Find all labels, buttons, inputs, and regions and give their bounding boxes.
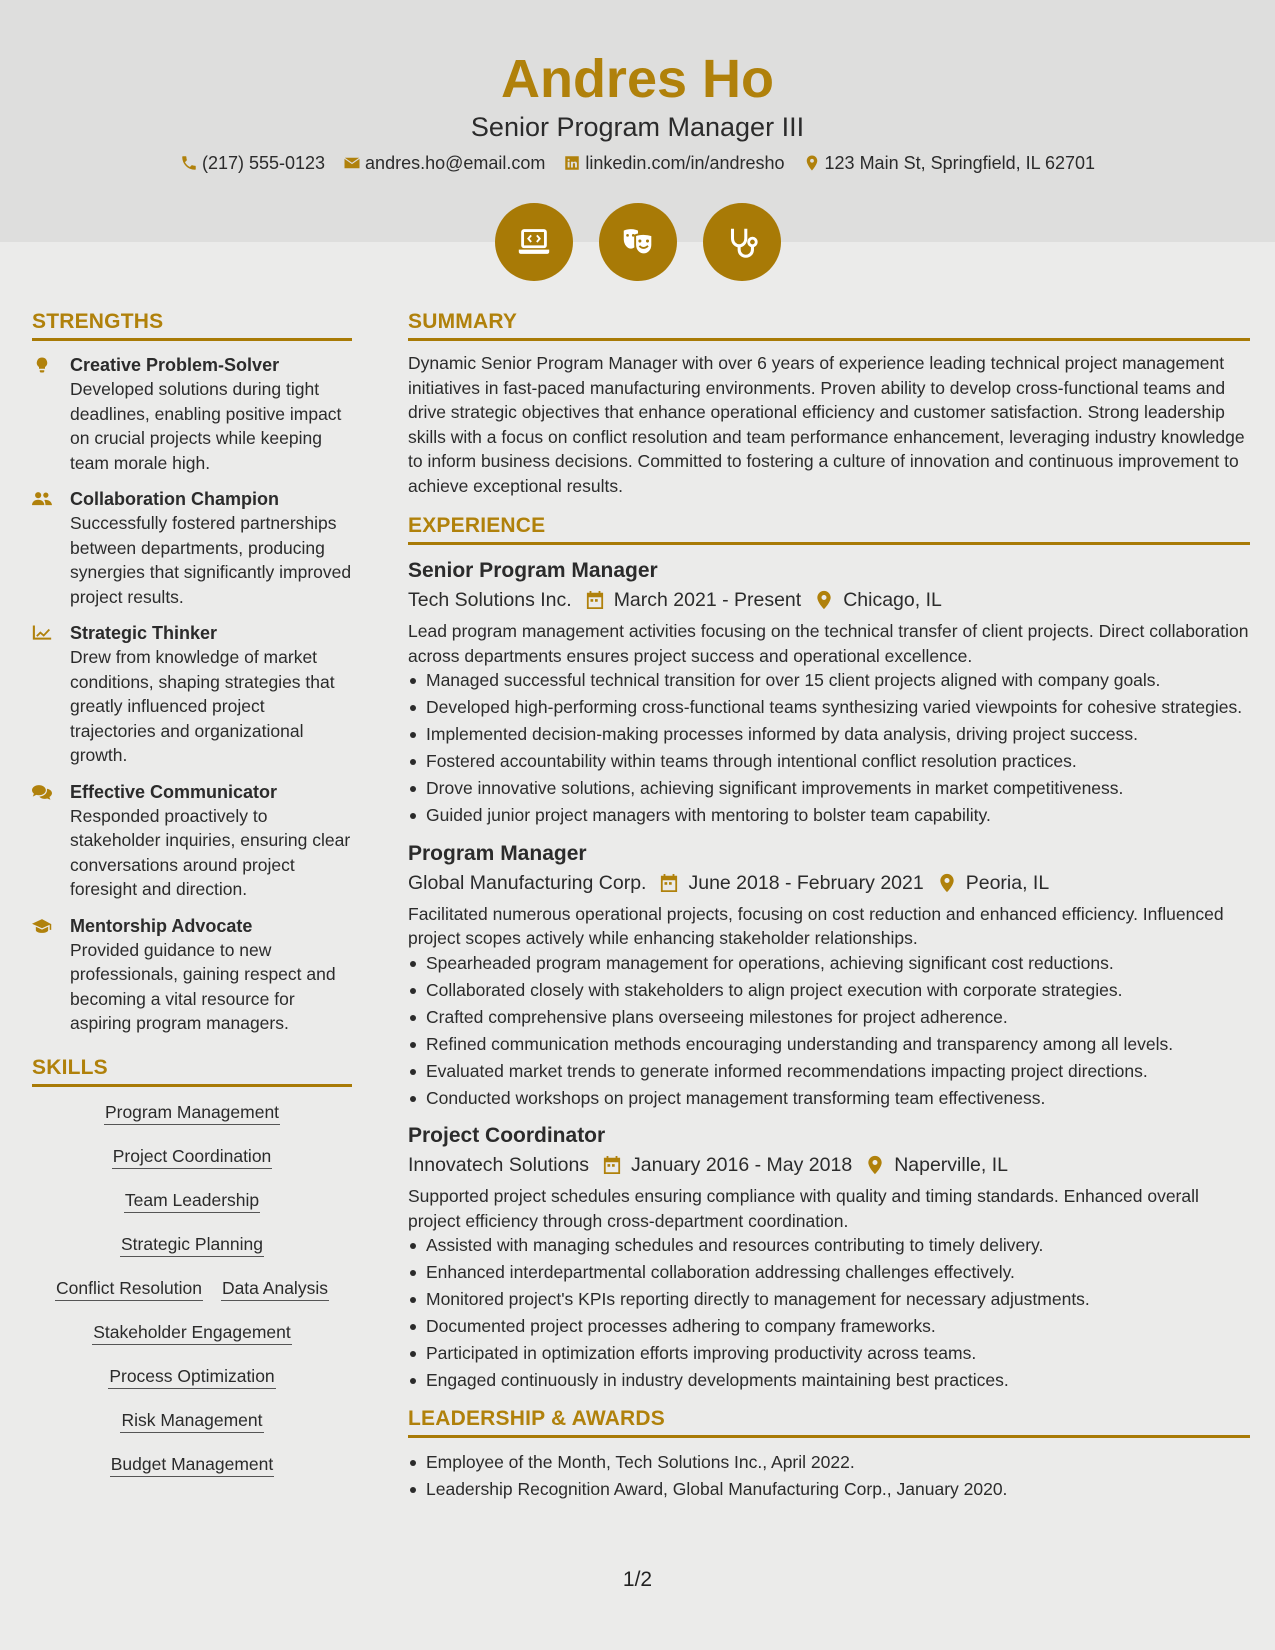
job-meta xyxy=(408,1150,1250,1180)
strength-desc: Drew from knowledge of market conditions, shaping strategies that greatly influenced project trajectories and organizational growth. xyxy=(70,647,335,765)
job-bullet: Drove innovative solutions, achieving significant improvements in market competitiveness. xyxy=(408,776,1250,801)
award-item: Employee of the Month, Tech Solutions Inc., April 2022. xyxy=(408,1450,1250,1475)
location-icon xyxy=(803,154,821,172)
strength-title: Strategic Thinker xyxy=(70,623,218,643)
strength-title: Creative Problem-Solver xyxy=(70,355,280,375)
candidate-title: Senior Program Manager III xyxy=(470,112,805,142)
contact-phone[interactable] xyxy=(180,151,325,175)
comments-icon xyxy=(32,783,52,801)
location-icon xyxy=(815,590,833,610)
strength-item xyxy=(32,353,352,475)
left-column xyxy=(32,308,352,1477)
strength-desc: Successfully fostered partnerships between departments, producing synergies that significantly improved project results. xyxy=(70,513,352,607)
lightbulb-icon xyxy=(32,356,52,374)
strength-desc: Responded proactively to stakeholder inquiries, ensuring clear conversations around project foresight and direction. xyxy=(70,805,351,899)
skill-tag: Stakeholder Engagement xyxy=(92,1321,292,1345)
job-company: Tech Solutions Inc. xyxy=(408,589,572,611)
job-bullet: Spearheaded program management for operations, achieving significant cost reductions. xyxy=(408,951,1250,976)
job-description: Facilitated numerous operational projects, focusing on cost reduction and enhanced efficiency. Influenced project scopes actively while enhancing stakeholder relationships. xyxy=(408,903,1224,948)
contact-linkedin-text: linkedin.com/in/andresho xyxy=(585,153,785,173)
graduation-cap-icon xyxy=(32,917,52,935)
right-column xyxy=(408,308,1250,1504)
location-icon xyxy=(866,1155,884,1175)
job-bullet: Assisted with managing schedules and resources contributing to timely delivery. xyxy=(408,1233,1250,1258)
awards-heading: LEADERSHIP & AWARDS xyxy=(408,1405,1250,1438)
skill-tag: Conflict Resolution xyxy=(55,1277,203,1301)
contact-address xyxy=(803,151,1096,175)
award-item: Leadership Recognition Award, Global Manufacturing Corp., January 2020. xyxy=(408,1477,1250,1502)
job-bullet: Conducted workshops on project management transforming team effectiveness. xyxy=(408,1086,1250,1111)
skill-tag: Team Leadership xyxy=(124,1189,260,1213)
strength-item xyxy=(32,621,352,768)
job-bullet: Fostered accountability within teams through intentional conflict resolution practices. xyxy=(408,749,1250,774)
job-entry xyxy=(408,1122,1250,1393)
job-bullets xyxy=(408,668,1250,828)
location-icon xyxy=(938,873,956,893)
chart-line-icon xyxy=(32,624,52,642)
job-bullet: Refined communication methods encouraging understanding and transparency among all levels. xyxy=(408,1032,1250,1057)
badge-masks xyxy=(599,203,677,281)
job-bullet: Managed successful technical transition for over 15 client projects aligned with company goals. xyxy=(408,668,1250,693)
job-meta xyxy=(408,585,1250,615)
candidate-name: Andres Ho xyxy=(500,49,775,109)
phone-icon xyxy=(180,154,198,172)
job-bullets xyxy=(408,951,1250,1111)
skills-list xyxy=(32,1101,352,1477)
skill-tag: Risk Management xyxy=(120,1409,263,1433)
laptop-code-icon xyxy=(515,223,553,261)
job-location: Chicago, IL xyxy=(843,589,942,611)
job-dates: January 2016 - May 2018 xyxy=(631,1154,853,1176)
contact-phone-text: (217) 555-0123 xyxy=(201,153,326,173)
skill-tag: Program Management xyxy=(104,1101,280,1125)
job-entry xyxy=(408,840,1250,1111)
strengths-heading: STRENGTHS xyxy=(32,308,352,341)
job-dates: March 2021 - Present xyxy=(613,589,802,611)
skill-tag: Project Coordination xyxy=(112,1145,273,1169)
job-bullet: Participated in optimization efforts improving productivity across teams. xyxy=(408,1341,1250,1366)
interest-badges xyxy=(0,203,1275,281)
job-location: Peoria, IL xyxy=(965,871,1050,894)
strength-desc: Developed solutions during tight deadlines, enabling positive impact on crucial projects while keeping team morale high. xyxy=(70,379,342,473)
summary-text: Dynamic Senior Program Manager with over 6 years of experience leading technical project management initiatives in fast-paced manufacturing environments. Proven ability to develop cross-functional teams and drive strategic objectives that enhance operational efficiency and customer satisfaction. Strong leadership skills with a focus on conflict resolution and team performance enhancement, leveraging industry knowledge to inform business decisions. Committed to fostering a culture of innovation and continuous improvement to achieve exceptional results. xyxy=(408,353,1245,496)
job-meta xyxy=(408,868,1250,898)
skill-tag: Budget Management xyxy=(110,1453,274,1477)
strength-title: Effective Communicator xyxy=(70,781,278,802)
strength-title: Mentorship Advocate xyxy=(70,915,253,936)
strength-item xyxy=(32,780,352,902)
job-bullet: Crafted comprehensive plans overseeing milestones for project adherence. xyxy=(408,1005,1250,1030)
email-icon xyxy=(343,154,361,172)
summary-heading: SUMMARY xyxy=(408,308,1250,341)
skills-heading: SKILLS xyxy=(32,1054,352,1087)
badge-laptop xyxy=(495,203,573,281)
job-title: Senior Program Manager xyxy=(408,559,658,582)
contact-email[interactable] xyxy=(343,151,545,175)
job-bullet: Implemented decision-making processes informed by data analysis, driving project success. xyxy=(408,722,1250,747)
strength-desc: Provided guidance to new professionals, gaining respect and becoming a vital resource for aspiring program managers. xyxy=(70,939,336,1033)
job-bullet: Monitored project's KPIs reporting directly to management for necessary adjustments. xyxy=(408,1287,1250,1312)
awards-list xyxy=(408,1450,1250,1502)
job-company: Innovatech Solutions xyxy=(408,1154,590,1176)
contact-address-text: 123 Main St, Springfield, IL 62701 xyxy=(824,153,1096,173)
calendar-icon xyxy=(660,873,678,893)
job-dates: June 2018 - February 2021 xyxy=(688,871,924,894)
contact-bar xyxy=(0,151,1275,175)
job-title: Program Manager xyxy=(408,841,587,865)
skill-tag: Strategic Planning xyxy=(120,1233,264,1257)
job-bullets xyxy=(408,1233,1250,1393)
job-bullet: Evaluated market trends to generate informed recommendations impacting project directions. xyxy=(408,1059,1250,1084)
job-bullet: Collaborated closely with stakeholders to align project execution with corporate strategies. xyxy=(408,978,1250,1003)
job-entry xyxy=(408,557,1250,828)
page-number: 1/2 xyxy=(622,1568,653,1591)
linkedin-icon xyxy=(563,154,581,172)
job-description: Lead program management activities focusing on the technical transfer of client projects. Direct collaboration across departments ensures project success and operational excellence. xyxy=(408,621,1249,666)
contact-email-text: andres.ho@email.com xyxy=(365,153,546,173)
job-bullet: Documented project processes adhering to company frameworks. xyxy=(408,1314,1250,1339)
job-bullet: Developed high-performing cross-functional teams synthesizing varied viewpoints for cohesive strategies. xyxy=(408,695,1250,720)
badge-stethoscope xyxy=(703,203,781,281)
job-description: Supported project schedules ensuring compliance with quality and timing standards. Enhanced overall project efficiency through cross-department coordination. xyxy=(408,1186,1199,1231)
skill-tag: Process Optimization xyxy=(108,1365,275,1389)
job-title: Project Coordinator xyxy=(408,1124,606,1147)
calendar-icon xyxy=(586,590,604,610)
stethoscope-icon xyxy=(723,223,761,261)
job-company: Global Manufacturing Corp. xyxy=(408,871,647,894)
calendar-icon xyxy=(603,1155,621,1175)
job-bullet: Guided junior project managers with mentoring to bolster team capability. xyxy=(408,803,1250,828)
strength-item xyxy=(32,914,352,1036)
experience-heading: EXPERIENCE xyxy=(408,512,1250,545)
contact-linkedin[interactable] xyxy=(563,151,784,175)
job-bullet: Engaged continuously in industry developments maintaining best practices. xyxy=(408,1368,1250,1393)
job-location: Naperville, IL xyxy=(894,1154,1008,1176)
experience-list xyxy=(408,557,1250,1393)
theater-masks-icon xyxy=(619,223,657,261)
strength-title: Collaboration Champion xyxy=(70,489,279,509)
strength-item xyxy=(32,487,352,609)
skill-tag: Data Analysis xyxy=(221,1277,329,1301)
job-bullet: Enhanced interdepartmental collaboration addressing challenges effectively. xyxy=(408,1260,1250,1285)
users-icon xyxy=(32,490,52,508)
